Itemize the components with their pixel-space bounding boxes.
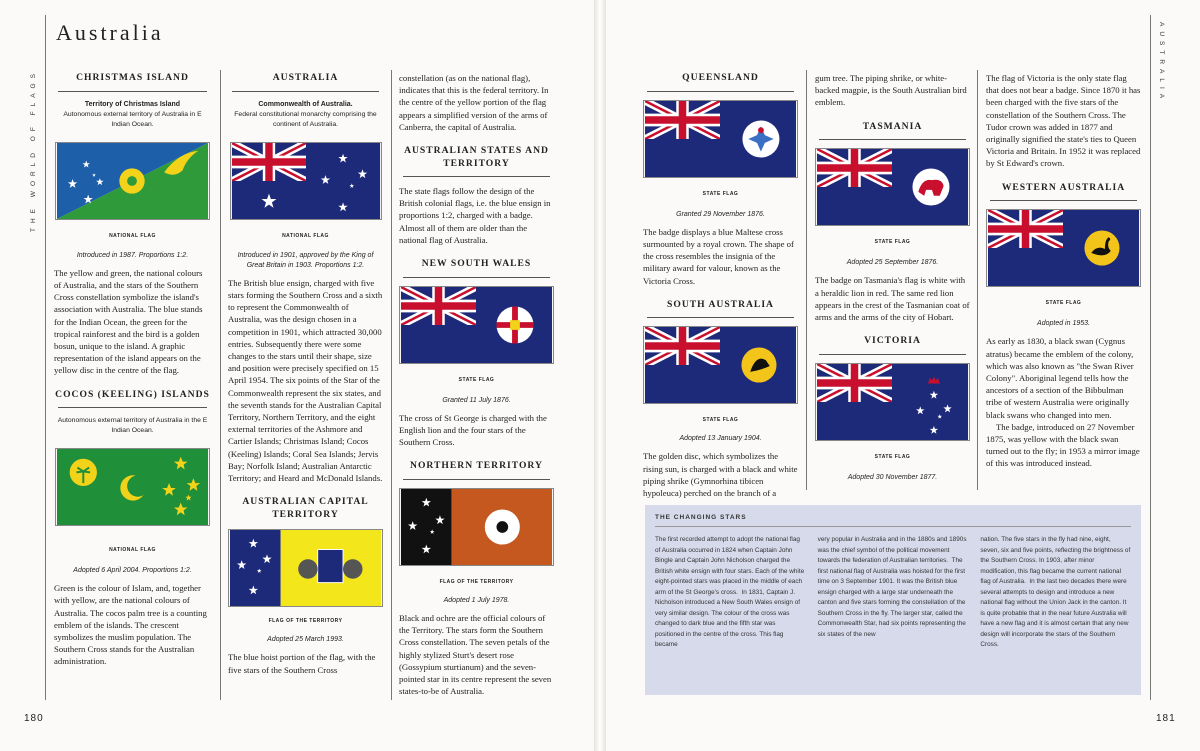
page-number-left: 180	[24, 713, 44, 724]
victoria-body: The flag of Victoria is the only state flag that does not bear a badge. Since 1870 it has been charged with the five stars of the constellation of the Southern Cross. The Tudor crown was added in 1877 and originally signified the state's ties to Queen Victoria and Britain. In 1952 it was replaced by St Edward's crown.	[986, 73, 1141, 169]
cocos-heading: COCOS (KEELING) ISLANDS	[55, 388, 210, 400]
christmas-description: Autonomous external territory of Australia in E Indian Ocean.	[63, 110, 202, 128]
queensland-body: The badge displays a blue Maltese cross surmounted by a royal crown. The shape of the cross resembles the insignia of the military award for valour, known as the Victoria Cross.	[643, 226, 794, 286]
nsw-body: The cross of St George is charged with the English lion and the four stars of the Southern Cross.	[399, 412, 547, 448]
states-body: The state flags follow the design of the British colonial flags, i.e. the blue ensign in proportions 1:2, charged with a badge. Almost all of them are older than the national flag of Australia.	[399, 186, 551, 245]
christmas-heading: CHRISTMAS ISLAND	[76, 72, 189, 83]
column-rule	[806, 70, 807, 490]
queensland-heading: QUEENSLAND	[682, 72, 759, 83]
australia-body: The British blue ensign, charged with five stars forming the Southern Cross and a sixth to represent the Commonwealth of Australia, was the design chosen in a competition in 1901, which attracted 30,000 entries. Subsequently there were some changes to the stars until their shape, size and position were precisely specified on 15 April 1954. The six points of the Star of the Commonwealth represent the six states, and the seventh stands for the Australian Capital Territory, Northern Territory, and the eight external territories of the Ashmore and Cartier Islands; Christmas Island; Cocos (Keeling) Islands; Coral Sea Islands; Jervis Bay; Norfolk Island; Australian Antarctic Territory; and Heard and McDonald Islands.	[228, 277, 383, 483]
act-flag	[228, 529, 383, 607]
column-tas-vic	[815, 72, 970, 483]
victoria-flag	[815, 363, 970, 441]
wa-intro: Adopted in 1953.	[1037, 320, 1090, 328]
tasmania-heading: TASMANIA	[862, 120, 923, 132]
christmas-intro: Introduced in 1987. Proportions 1:2.	[76, 251, 189, 259]
changing-stars-col-1: The first recorded attempt to adopt the national flag of Australia occurred in 1824 when Captain John Bingle and Captain John Nicholson charged the British white ensign with four stars. Each of the white eight-pointed stars was placed in the middle of each arm of the St George's cross. In 1831, Captain J. Nicholson introduced a New South Wales ensign of very similar design. The colour of the cross was changed to dark blue and the fifth star was positioned in the centre of the cross. This flag became	[655, 536, 805, 648]
page-title: Australia	[56, 20, 164, 45]
australia-heading: AUSTRALIA	[272, 72, 339, 83]
column-rule	[391, 70, 392, 700]
nt-body: Black and ochre are the official colours of the Territory. The stars form the Southern Cross constellation. The seven petals of the highly stylized Sturt's desert rose (Gossypium sturtianum) and the seven-pointed star in its centre represent the seven states-to-be of Australia.	[399, 613, 552, 697]
act-heading: AUSTRALIAN CAPITAL TERRITORY	[242, 496, 369, 520]
wa-flag-label: STATE FLAG	[1045, 300, 1082, 307]
act-body: The blue hoist portion of the flag, with the five stars of the Southern Cross	[228, 652, 376, 675]
nt-flag-label: FLAG OF THE TERRITORY	[439, 578, 514, 585]
act-intro: Adopted 25 March 1993.	[267, 636, 344, 644]
left-margin-rule	[45, 15, 46, 700]
changing-stars-box	[645, 505, 1141, 695]
christmas-flag-label: NATIONAL FLAG	[109, 232, 156, 239]
sa-body-continued: gum tree. The piping shrike, or white-backed magpie, is the South Australian bird emblem.	[815, 73, 967, 108]
wa-body: As early as 1830, a black swan (Cygnus atratus) became the emblem of the colony, which was also known as "the Swan River Colony". Aboriginal legend tells how the ancestors of a section of the Bibbulman tribe of western Australia were originally black swans who changed into men.	[986, 336, 1134, 420]
tasmania-body: The badge on Tasmania's flag is white with a heraldic lion in red. The same red lion appears in the crest of the Tasmanian coat of arms and the arms of the city of Hobart.	[815, 275, 970, 322]
queensland-intro: Granted 29 November 1876.	[676, 210, 765, 218]
page-number-right: 181	[1156, 713, 1176, 724]
changing-stars-col-3: nation. The five stars in the fly had nine, eight, seven, six and five points, reflecting the brightness of the Southern Cross. In 1903, after minor modification, this flag became the current national flag of Australia. In the last two decades there were several attempts to design and introduce a new national flag without the Union Jack in the canton. It is quite probable that in the near future Australia will have a new flag and it is almost certain that any new design will incorporate the stars of the Southern Cross.	[980, 536, 1131, 648]
western-australia-heading: WESTERN AUSTRALIA	[1001, 181, 1126, 193]
act-flag-label: FLAG OF THE TERRITORY	[268, 618, 343, 625]
australia-description: Federal constitutional monarchy comprising the continent of Australia.	[234, 110, 377, 128]
tasmania-flag	[815, 148, 970, 226]
northern-territory-heading: NORTHERN TERRITORY	[410, 460, 543, 472]
book-gutter	[594, 0, 606, 751]
cocos-intro: Adopted 6 April 2004. Proportions 1:2.	[73, 567, 192, 575]
queensland-flag-label: STATE FLAG	[702, 190, 739, 197]
column-christmas-cocos	[54, 72, 211, 668]
changing-stars-title: THE CHANGING STARS	[655, 514, 1131, 527]
tasmania-intro: Adopted 25 September 1876.	[846, 259, 939, 267]
cocos-islands-flag	[55, 448, 210, 526]
wa-body-2: The badge, introduced on 27 November 1875, was yellow with the black swan turned out to the fly; in 1953 a mirror image of this was introduced instead.	[986, 421, 1140, 469]
running-head-left: THE WORLD OF FLAGS	[30, 69, 37, 232]
column-rule	[977, 70, 978, 490]
tasmania-flag-label: STATE FLAG	[874, 239, 911, 246]
running-head-right: AUSTRALIA	[1158, 22, 1165, 104]
australia-flag-label: NATIONAL FLAG	[282, 232, 329, 239]
christmas-island-flag	[55, 142, 210, 220]
victoria-flag-label: STATE FLAG	[874, 453, 911, 460]
northern-territory-flag	[399, 488, 554, 566]
cocos-body: Green is the colour of Islam, and, together with yellow, are the national colours of Australia. The cocos palm tree is a counting emblem of the islands. The crescent symbolizes the muslim population. The Southern Cross stands for the Australian administration.	[54, 583, 207, 667]
christmas-body: The yellow and green, the national colours of Australia, and the stars of the Southern Cross constellation symbolize the island's association with Australia. The blue stands for the Indian Ocean, the green for the tropical rainforest and the bird is a golden bosun, unique to the island. A graphic representation of the island appears on the yellow disc in the centre of the flag.	[54, 267, 203, 376]
new-south-wales-flag	[399, 286, 554, 364]
nsw-intro: Granted 11 July 1876.	[442, 396, 511, 404]
australia-body-continued: constellation (as on the national flag), indicates that this is the federal territory. In the centre of the yellow portion of the flag appears a simplified version of the arms of Canberra, the capital of Australia.	[399, 73, 549, 132]
south-australia-heading: SOUTH AUSTRALIA	[667, 298, 774, 310]
sa-flag-label: STATE FLAG	[702, 417, 739, 424]
states-heading: AUSTRALIAN STATES AND TERRITORY	[404, 145, 549, 169]
queensland-flag	[643, 100, 798, 178]
australia-national-flag	[230, 142, 382, 220]
nsw-flag-label: STATE FLAG	[458, 376, 495, 383]
column-rule	[220, 70, 221, 700]
western-australia-flag	[986, 209, 1141, 287]
changing-stars-col-2: very popular in Australia and in the 1880s and 1890s was the chief symbol of the political movement towards the federation of Australian territories. The first national flag of Australia was hoisted for the first time on 3 September 1901. It was the British blue ensign charged with a large star underneath the canton and five stars forming the constellation of the Southern Cross in the fly. The larger star, called the Commonwealth Star, had six points representing the six states of the new	[817, 536, 967, 638]
cocos-flag-label: NATIONAL FLAG	[109, 547, 156, 554]
christmas-subtitle: Territory of Christmas Island	[84, 100, 181, 108]
column-vic-wa	[986, 72, 1141, 470]
victoria-intro: Adopted 30 November 1877.	[847, 473, 938, 481]
right-margin-rule	[1150, 15, 1151, 700]
sa-intro: Adopted 13 January 1904.	[679, 435, 762, 443]
victoria-heading: VICTORIA	[864, 335, 921, 347]
column-states	[399, 72, 554, 697]
south-australia-flag	[643, 326, 798, 404]
nsw-heading: NEW SOUTH WALES	[421, 258, 532, 270]
cocos-description: Autonomous external territory of Australia in the E Indian Ocean.	[57, 417, 208, 435]
nt-intro: Adopted 1 July 1978.	[443, 597, 510, 605]
column-australia	[228, 72, 383, 676]
australia-subtitle: Commonwealth of Australia.	[258, 100, 353, 108]
column-qld-sa	[643, 72, 798, 499]
australia-intro: Introduced in 1901, approved by the King of Great Britain in 1903. Proportions 1:2.	[237, 251, 374, 269]
sa-body: The golden disc, which symbolizes the rising sun, is charged with a black and white piping shrike (Gymnorhina tibicen hypoleuca) perched on the branch of a	[643, 451, 798, 499]
